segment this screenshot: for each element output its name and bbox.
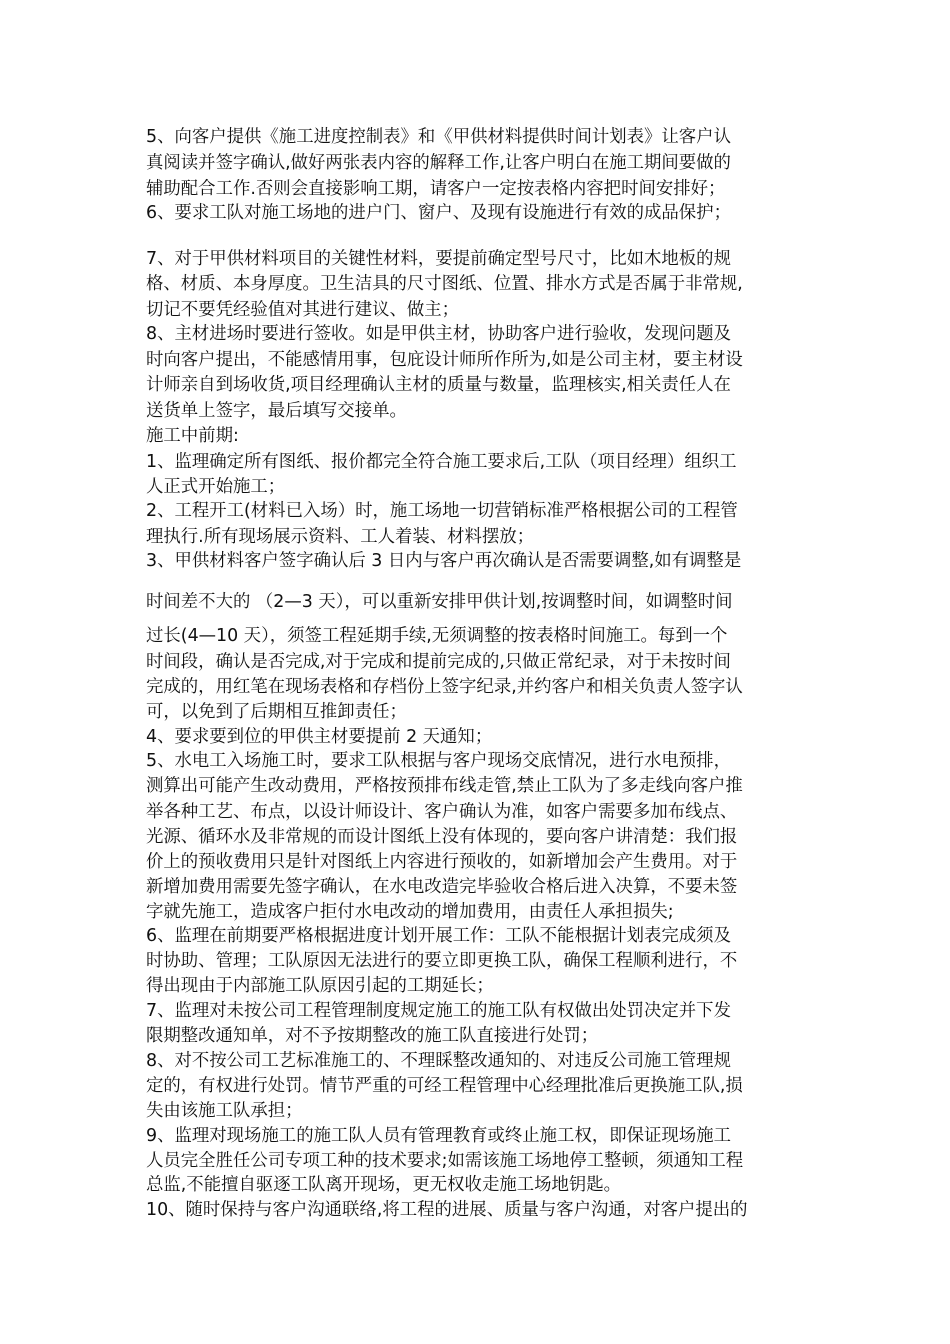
text-line: 人员完全胜任公司专项工种的技术要求;如需该施工场地停工整顿，须通知工程: [146, 1151, 744, 1171]
text-line: 10、随时保持与客户沟通联络,将工程的进展、质量与客户沟通，对客户提出的: [146, 1200, 748, 1220]
text-line: 1、监理确定所有图纸、报价都完全符合施工要求后,工队（项目经理）组织工: [146, 452, 737, 472]
text-line: 施工中前期:: [146, 426, 239, 446]
text-line: 得出现由于内部施工队原因引起的工期延长；: [146, 976, 494, 996]
text-line: 时向客户提出，不能感情用事，包庇设计师所作所为,如是公司主材，要主材设: [146, 350, 743, 370]
text-line: 真阅读并签字确认,做好两张表内容的解释工作,让客户明白在施工期间要做的: [146, 153, 731, 173]
text-line: 送货单上签字，最后填写交接单。: [146, 401, 407, 421]
text-line: 切记不要凭经验值对其进行建议、做主；: [146, 300, 460, 320]
text-line: 6、监理在前期要严格根据进度计划开展工作：工队不能根据计划表完成须及: [146, 926, 731, 946]
text-line: 光源、循环水及非常规的而设计图纸上没有体现的，要向客户讲清楚：我们报: [146, 827, 738, 847]
text-line: 时间段，确认是否完成,对于完成和提前完成的,只做正常纪录，对于未按时间: [146, 652, 731, 672]
text-line: 6、要求工队对施工场地的进户门、窗户、及现有设施进行有效的成品保护；: [146, 203, 731, 223]
text-line: 完成的，用红笔在现场表格和存档份上签字纪录,并约客户和相关负责人签字认: [146, 677, 743, 697]
text-line: 3、甲供材料客户签字确认后 3 日内与客户再次确认是否需要调整,如有调整是: [146, 551, 742, 571]
text-line: 测算出可能产生改动费用，严格按预排布线走管,禁止工队为了多走线向客户推: [146, 776, 743, 796]
text-line: 8、主材进场时要进行签收。如是甲供主材，协助客户进行验收，发现问题及: [146, 324, 731, 344]
text-line: 总监,不能擅自驱逐工队离开现场，更无权收走施工场地钥匙。: [146, 1175, 622, 1195]
text-line: 5、向客户提供《施工进度控制表》和《甲供材料提供时间计划表》让客户认: [146, 127, 731, 147]
text-line: 可，以免到了后期相互推卸责任；: [146, 702, 407, 722]
text-line: 理执行.所有现场展示资料、工人着装、材料摆放；: [146, 527, 535, 547]
text-line: 新增加费用需要先签字确认，在水电改造完毕验收合格后进入决算，不要未签: [146, 877, 738, 897]
text-line: 4、要求要到位的甲供主材要提前 2 天通知；: [146, 727, 493, 747]
text-line: 辅助配合工作.否则会直接影响工期，请客户一定按表格内容把时间安排好；: [146, 179, 726, 199]
text-line: 7、监理对未按公司工程管理制度规定施工的施工队有权做出处罚决定并下发: [146, 1001, 731, 1021]
text-line: 字就先施工，造成客户拒付水电改动的增加费用，由责任人承担损失;: [146, 902, 674, 922]
text-line: 失由该施工队承担；: [146, 1101, 303, 1121]
text-line: 格、材质、本身厚度。卫生洁具的尺寸图纸、位置、排水方式是否属于非常规,: [146, 274, 743, 294]
text-line: 过长(4—10 天），须签工程延期手续,无须调整的按表格时间施工。每到一个: [146, 626, 728, 646]
text-line: 举各种工艺、布点，以设计师设计、客户确认为准，如客户需要多加布线点、: [146, 802, 738, 822]
text-line: 2、工程开工(材料已入场）时，施工场地一切营销标准严格根据公司的工程管: [146, 501, 738, 521]
text-line: 9、监理对现场施工的施工队人员有管理教育或终止施工权，即保证现场施工: [146, 1126, 731, 1146]
text-line: 计师亲自到场收货,项目经理确认主材的质量与数量，监理核实,相关责任人在: [146, 375, 731, 395]
text-line: 定的，有权进行处罚。情节严重的可经工程管理中心经理批准后更换施工队,损: [146, 1076, 743, 1096]
text-line: 5、水电工入场施工时，要求工队根据与客户现场交底情况，进行水电预排，: [146, 751, 731, 771]
text-line: 人正式开始施工；: [146, 477, 286, 497]
text-line: 时间差不大的 （2—3 天），可以重新安排甲供计划,按调整时间，如调整时间: [146, 592, 733, 612]
text-line: 价上的预收费用只是针对图纸上内容进行预收的，如新增加会产生费用。对于: [146, 852, 738, 872]
text-line: 7、对于甲供材料项目的关键性材料，要提前确定型号尺寸，比如木地板的规: [146, 249, 731, 269]
text-line: 8、对不按公司工艺标准施工的、不理睬整改通知的、对违反公司施工管理规: [146, 1051, 731, 1071]
text-line: 限期整改通知单，对不予按期整改的施工队直接进行处罚；: [146, 1026, 599, 1046]
text-line: 时协助、管理；工队原因无法进行的要立即更换工队，确保工程顺利进行，不: [146, 951, 738, 971]
